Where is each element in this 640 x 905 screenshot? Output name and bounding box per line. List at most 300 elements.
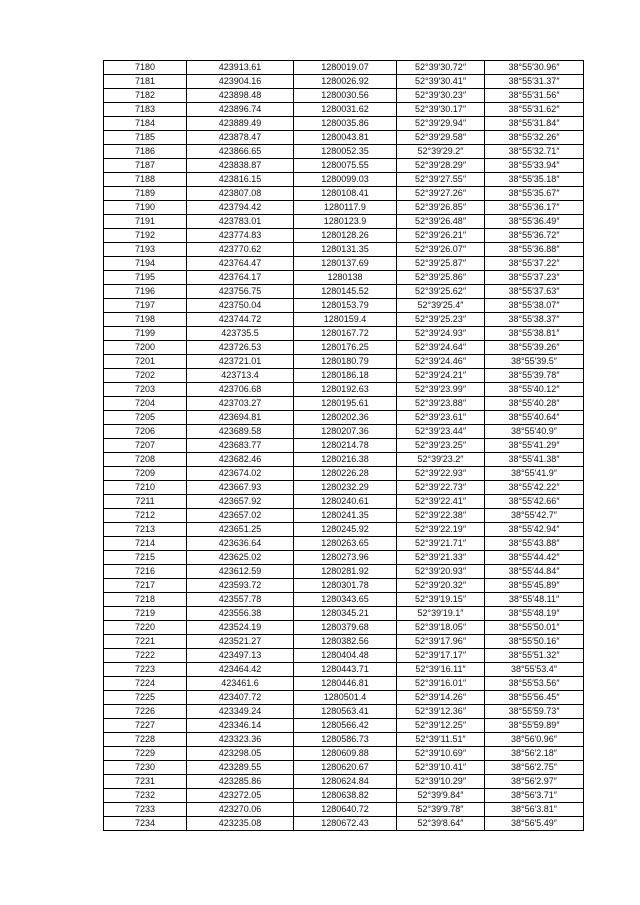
table-row xyxy=(104,481,584,495)
x-coordinate-cell: 423816.15 xyxy=(187,173,294,187)
x-coordinate-cell: 423706.68 xyxy=(187,383,294,397)
latitude-cell: 52°39′11.51″ xyxy=(397,733,485,747)
coordinate-table-sheet xyxy=(103,60,583,831)
x-coordinate-cell: 423349.24 xyxy=(187,705,294,719)
point-number-cell: 7193 xyxy=(104,243,187,257)
latitude-cell: 52°39′23.25″ xyxy=(397,439,485,453)
table-row xyxy=(104,271,584,285)
point-number-cell: 7224 xyxy=(104,677,187,691)
y-coordinate-cell: 1280638.82 xyxy=(294,789,397,803)
point-number-cell: 7228 xyxy=(104,733,187,747)
point-number-cell: 7226 xyxy=(104,705,187,719)
y-coordinate-cell: 1280030.56 xyxy=(294,89,397,103)
point-number-cell: 7208 xyxy=(104,453,187,467)
point-number-cell: 7212 xyxy=(104,509,187,523)
latitude-cell: 52°39′18.05″ xyxy=(397,621,485,635)
point-number-cell: 7214 xyxy=(104,537,187,551)
longitude-cell: 38°55′36.88″ xyxy=(485,243,584,257)
latitude-cell: 52°39′20.93″ xyxy=(397,565,485,579)
y-coordinate-cell: 1280192.63 xyxy=(294,383,397,397)
y-coordinate-cell: 1280343.65 xyxy=(294,593,397,607)
longitude-cell: 38°55′42.7″ xyxy=(485,509,584,523)
x-coordinate-cell: 423764.17 xyxy=(187,271,294,285)
y-coordinate-cell: 1280379.68 xyxy=(294,621,397,635)
table-row xyxy=(104,425,584,439)
y-coordinate-cell: 1280019.07 xyxy=(294,61,397,75)
longitude-cell: 38°55′59.73″ xyxy=(485,705,584,719)
latitude-cell: 52°39′16.11″ xyxy=(397,663,485,677)
point-number-cell: 7194 xyxy=(104,257,187,271)
table-row xyxy=(104,705,584,719)
longitude-cell: 38°55′40.28″ xyxy=(485,397,584,411)
x-coordinate-cell: 423735.5 xyxy=(187,327,294,341)
longitude-cell: 38°55′35.18″ xyxy=(485,173,584,187)
latitude-cell: 52°39′23.99″ xyxy=(397,383,485,397)
point-number-cell: 7216 xyxy=(104,565,187,579)
x-coordinate-cell: 423726.53 xyxy=(187,341,294,355)
point-number-cell: 7205 xyxy=(104,411,187,425)
point-number-cell: 7203 xyxy=(104,383,187,397)
x-coordinate-cell: 423898.48 xyxy=(187,89,294,103)
y-coordinate-cell: 1280345.21 xyxy=(294,607,397,621)
table-row xyxy=(104,691,584,705)
table-row xyxy=(104,523,584,537)
longitude-cell: 38°55′36.49″ xyxy=(485,215,584,229)
point-number-cell: 7186 xyxy=(104,145,187,159)
longitude-cell: 38°55′38.37″ xyxy=(485,313,584,327)
point-number-cell: 7187 xyxy=(104,159,187,173)
y-coordinate-cell: 1280563.41 xyxy=(294,705,397,719)
x-coordinate-cell: 423689.58 xyxy=(187,425,294,439)
latitude-cell: 52°39′10.41″ xyxy=(397,761,485,775)
y-coordinate-cell: 1280245.92 xyxy=(294,523,397,537)
y-coordinate-cell: 1280443.71 xyxy=(294,663,397,677)
point-number-cell: 7207 xyxy=(104,439,187,453)
point-number-cell: 7218 xyxy=(104,593,187,607)
latitude-cell: 52°39′30.23″ xyxy=(397,89,485,103)
y-coordinate-cell: 1280145.52 xyxy=(294,285,397,299)
y-coordinate-cell: 1280214.78 xyxy=(294,439,397,453)
x-coordinate-cell: 423270.06 xyxy=(187,803,294,817)
latitude-cell: 52°39′26.85″ xyxy=(397,201,485,215)
table-row xyxy=(104,635,584,649)
point-number-cell: 7231 xyxy=(104,775,187,789)
x-coordinate-cell: 423667.93 xyxy=(187,481,294,495)
point-number-cell: 7189 xyxy=(104,187,187,201)
y-coordinate-cell: 1280128.26 xyxy=(294,229,397,243)
y-coordinate-cell: 1280609.88 xyxy=(294,747,397,761)
point-number-cell: 7232 xyxy=(104,789,187,803)
longitude-cell: 38°55′31.62″ xyxy=(485,103,584,117)
y-coordinate-cell: 1280137.69 xyxy=(294,257,397,271)
x-coordinate-cell: 423285.86 xyxy=(187,775,294,789)
y-coordinate-cell: 1280043.81 xyxy=(294,131,397,145)
latitude-cell: 52°39′23.61″ xyxy=(397,411,485,425)
y-coordinate-cell: 1280566.42 xyxy=(294,719,397,733)
x-coordinate-cell: 423764.47 xyxy=(187,257,294,271)
table-row xyxy=(104,299,584,313)
point-number-cell: 7206 xyxy=(104,425,187,439)
table-row xyxy=(104,187,584,201)
longitude-cell: 38°55′33.94″ xyxy=(485,159,584,173)
latitude-cell: 52°39′14.26″ xyxy=(397,691,485,705)
latitude-cell: 52°39′22.93″ xyxy=(397,467,485,481)
x-coordinate-cell: 423683.77 xyxy=(187,439,294,453)
longitude-cell: 38°55′31.37″ xyxy=(485,75,584,89)
y-coordinate-cell: 1280216.38 xyxy=(294,453,397,467)
table-row xyxy=(104,285,584,299)
table-row xyxy=(104,257,584,271)
table-row xyxy=(104,747,584,761)
y-coordinate-cell: 1280241.35 xyxy=(294,509,397,523)
longitude-cell: 38°55′53.56″ xyxy=(485,677,584,691)
y-coordinate-cell: 1280186.18 xyxy=(294,369,397,383)
longitude-cell: 38°55′32.26″ xyxy=(485,131,584,145)
x-coordinate-cell: 423694.81 xyxy=(187,411,294,425)
latitude-cell: 52°39′22.73″ xyxy=(397,481,485,495)
x-coordinate-cell: 423904.16 xyxy=(187,75,294,89)
longitude-cell: 38°55′32.71″ xyxy=(485,145,584,159)
y-coordinate-cell: 1280202.36 xyxy=(294,411,397,425)
table-row xyxy=(104,817,584,831)
latitude-cell: 52°39′30.41″ xyxy=(397,75,485,89)
y-coordinate-cell: 1280117.9 xyxy=(294,201,397,215)
point-number-cell: 7234 xyxy=(104,817,187,831)
table-row xyxy=(104,537,584,551)
y-coordinate-cell: 1280273.96 xyxy=(294,551,397,565)
x-coordinate-cell: 423657.02 xyxy=(187,509,294,523)
latitude-cell: 52°39′26.48″ xyxy=(397,215,485,229)
latitude-cell: 52°39′12.36″ xyxy=(397,705,485,719)
y-coordinate-cell: 1280240.61 xyxy=(294,495,397,509)
latitude-cell: 52°39′26.21″ xyxy=(397,229,485,243)
point-number-cell: 7190 xyxy=(104,201,187,215)
x-coordinate-cell: 423674.02 xyxy=(187,467,294,481)
y-coordinate-cell: 1280382.56 xyxy=(294,635,397,649)
x-coordinate-cell: 423651.25 xyxy=(187,523,294,537)
latitude-cell: 52°39′24.64″ xyxy=(397,341,485,355)
longitude-cell: 38°55′44.42″ xyxy=(485,551,584,565)
point-number-cell: 7219 xyxy=(104,607,187,621)
longitude-cell: 38°56′3.71″ xyxy=(485,789,584,803)
table-row xyxy=(104,89,584,103)
x-coordinate-cell: 423657.92 xyxy=(187,495,294,509)
latitude-cell: 52°39′21.33″ xyxy=(397,551,485,565)
longitude-cell: 38°55′50.16″ xyxy=(485,635,584,649)
longitude-cell: 38°55′36.17″ xyxy=(485,201,584,215)
x-coordinate-cell: 423750.04 xyxy=(187,299,294,313)
x-coordinate-cell: 423770.62 xyxy=(187,243,294,257)
latitude-cell: 52°39′30.72″ xyxy=(397,61,485,75)
table-row xyxy=(104,551,584,565)
latitude-cell: 52°39′27.26″ xyxy=(397,187,485,201)
point-number-cell: 7209 xyxy=(104,467,187,481)
point-number-cell: 7198 xyxy=(104,313,187,327)
table-row xyxy=(104,145,584,159)
point-number-cell: 7199 xyxy=(104,327,187,341)
y-coordinate-cell: 1280159.4 xyxy=(294,313,397,327)
y-coordinate-cell: 1280031.62 xyxy=(294,103,397,117)
longitude-cell: 38°55′43.88″ xyxy=(485,537,584,551)
y-coordinate-cell: 1280586.73 xyxy=(294,733,397,747)
point-number-cell: 7202 xyxy=(104,369,187,383)
x-coordinate-cell: 423636.64 xyxy=(187,537,294,551)
longitude-cell: 38°55′51.32″ xyxy=(485,649,584,663)
latitude-cell: 52°39′24.93″ xyxy=(397,327,485,341)
table-row xyxy=(104,61,584,75)
table-row xyxy=(104,789,584,803)
longitude-cell: 38°55′41.9″ xyxy=(485,467,584,481)
x-coordinate-cell: 423272.05 xyxy=(187,789,294,803)
longitude-cell: 38°56′3.81″ xyxy=(485,803,584,817)
longitude-cell: 38°55′53.4″ xyxy=(485,663,584,677)
latitude-cell: 52°39′26.07″ xyxy=(397,243,485,257)
longitude-cell: 38°55′39.78″ xyxy=(485,369,584,383)
latitude-cell: 52°39′25.23″ xyxy=(397,313,485,327)
point-number-cell: 7210 xyxy=(104,481,187,495)
table-row xyxy=(104,775,584,789)
y-coordinate-cell: 1280052.35 xyxy=(294,145,397,159)
x-coordinate-cell: 423524.19 xyxy=(187,621,294,635)
y-coordinate-cell: 1280123.9 xyxy=(294,215,397,229)
latitude-cell: 52°39′25.86″ xyxy=(397,271,485,285)
table-row xyxy=(104,215,584,229)
point-number-cell: 7197 xyxy=(104,299,187,313)
x-coordinate-cell: 423461.6 xyxy=(187,677,294,691)
y-coordinate-cell: 1280176.25 xyxy=(294,341,397,355)
longitude-cell: 38°55′37.22″ xyxy=(485,257,584,271)
longitude-cell: 38°55′38.07″ xyxy=(485,299,584,313)
table-row xyxy=(104,243,584,257)
point-number-cell: 7191 xyxy=(104,215,187,229)
table-row xyxy=(104,229,584,243)
table-row xyxy=(104,369,584,383)
table-row xyxy=(104,509,584,523)
latitude-cell: 52°39′28.29″ xyxy=(397,159,485,173)
table-row xyxy=(104,495,584,509)
longitude-cell: 38°55′56.45″ xyxy=(485,691,584,705)
x-coordinate-cell: 423866.65 xyxy=(187,145,294,159)
x-coordinate-cell: 423625.02 xyxy=(187,551,294,565)
x-coordinate-cell: 423794.42 xyxy=(187,201,294,215)
table-row xyxy=(104,313,584,327)
point-number-cell: 7233 xyxy=(104,803,187,817)
point-number-cell: 7225 xyxy=(104,691,187,705)
latitude-cell: 52°39′24.46″ xyxy=(397,355,485,369)
longitude-cell: 38°55′39.5″ xyxy=(485,355,584,369)
x-coordinate-cell: 423235.08 xyxy=(187,817,294,831)
y-coordinate-cell: 1280180.79 xyxy=(294,355,397,369)
x-coordinate-cell: 423896.74 xyxy=(187,103,294,117)
table-row xyxy=(104,103,584,117)
latitude-cell: 52°39′16.01″ xyxy=(397,677,485,691)
table-row xyxy=(104,663,584,677)
table-row xyxy=(104,565,584,579)
point-number-cell: 7184 xyxy=(104,117,187,131)
longitude-cell: 38°55′50.01″ xyxy=(485,621,584,635)
longitude-cell: 38°55′37.63″ xyxy=(485,285,584,299)
latitude-cell: 52°39′22.41″ xyxy=(397,495,485,509)
point-number-cell: 7188 xyxy=(104,173,187,187)
x-coordinate-cell: 423774.83 xyxy=(187,229,294,243)
table-row xyxy=(104,467,584,481)
table-row xyxy=(104,761,584,775)
table-row xyxy=(104,341,584,355)
x-coordinate-cell: 423323.36 xyxy=(187,733,294,747)
table-row xyxy=(104,201,584,215)
y-coordinate-cell: 1280232.29 xyxy=(294,481,397,495)
y-coordinate-cell: 1280404.48 xyxy=(294,649,397,663)
longitude-cell: 38°55′41.29″ xyxy=(485,439,584,453)
latitude-cell: 52°39′29.94″ xyxy=(397,117,485,131)
longitude-cell: 38°55′42.94″ xyxy=(485,523,584,537)
point-number-cell: 7230 xyxy=(104,761,187,775)
x-coordinate-cell: 423807.08 xyxy=(187,187,294,201)
point-number-cell: 7192 xyxy=(104,229,187,243)
point-number-cell: 7211 xyxy=(104,495,187,509)
table-row xyxy=(104,383,584,397)
x-coordinate-cell: 423889.49 xyxy=(187,117,294,131)
coordinate-table xyxy=(103,60,584,831)
longitude-cell: 38°55′44.84″ xyxy=(485,565,584,579)
latitude-cell: 52°39′10.29″ xyxy=(397,775,485,789)
longitude-cell: 38°55′35.67″ xyxy=(485,187,584,201)
longitude-cell: 38°55′38.81″ xyxy=(485,327,584,341)
point-number-cell: 7201 xyxy=(104,355,187,369)
point-number-cell: 7185 xyxy=(104,131,187,145)
x-coordinate-cell: 423744.72 xyxy=(187,313,294,327)
x-coordinate-cell: 423783.01 xyxy=(187,215,294,229)
x-coordinate-cell: 423346.14 xyxy=(187,719,294,733)
table-row xyxy=(104,439,584,453)
latitude-cell: 52°39′17.96″ xyxy=(397,635,485,649)
y-coordinate-cell: 1280640.72 xyxy=(294,803,397,817)
y-coordinate-cell: 1280195.61 xyxy=(294,397,397,411)
latitude-cell: 52°39′21.71″ xyxy=(397,537,485,551)
point-number-cell: 7196 xyxy=(104,285,187,299)
longitude-cell: 38°55′59.89″ xyxy=(485,719,584,733)
point-number-cell: 7213 xyxy=(104,523,187,537)
y-coordinate-cell: 1280207.36 xyxy=(294,425,397,439)
x-coordinate-cell: 423756.75 xyxy=(187,285,294,299)
table-row xyxy=(104,327,584,341)
table-row xyxy=(104,803,584,817)
y-coordinate-cell: 1280026.92 xyxy=(294,75,397,89)
latitude-cell: 52°39′27.55″ xyxy=(397,173,485,187)
latitude-cell: 52°39′25.4″ xyxy=(397,299,485,313)
y-coordinate-cell: 1280035.86 xyxy=(294,117,397,131)
longitude-cell: 38°55′31.84″ xyxy=(485,117,584,131)
x-coordinate-cell: 423713.4 xyxy=(187,369,294,383)
latitude-cell: 52°39′30.17″ xyxy=(397,103,485,117)
latitude-cell: 52°39′29.58″ xyxy=(397,131,485,145)
y-coordinate-cell: 1280624.84 xyxy=(294,775,397,789)
table-row xyxy=(104,173,584,187)
latitude-cell: 52°39′17.17″ xyxy=(397,649,485,663)
coordinate-table-body xyxy=(104,61,584,831)
point-number-cell: 7217 xyxy=(104,579,187,593)
point-number-cell: 7204 xyxy=(104,397,187,411)
point-number-cell: 7182 xyxy=(104,89,187,103)
point-number-cell: 7195 xyxy=(104,271,187,285)
longitude-cell: 38°56′5.49″ xyxy=(485,817,584,831)
longitude-cell: 38°55′40.64″ xyxy=(485,411,584,425)
table-row xyxy=(104,453,584,467)
longitude-cell: 38°55′37.23″ xyxy=(485,271,584,285)
table-row xyxy=(104,677,584,691)
table-row xyxy=(104,607,584,621)
latitude-cell: 52°39′9.78″ xyxy=(397,803,485,817)
y-coordinate-cell: 1280099.03 xyxy=(294,173,397,187)
y-coordinate-cell: 1280620.67 xyxy=(294,761,397,775)
x-coordinate-cell: 423682.46 xyxy=(187,453,294,467)
x-coordinate-cell: 423557.78 xyxy=(187,593,294,607)
latitude-cell: 52°39′29.2″ xyxy=(397,145,485,159)
longitude-cell: 38°55′42.22″ xyxy=(485,481,584,495)
longitude-cell: 38°55′30.96″ xyxy=(485,61,584,75)
latitude-cell: 52°39′10.69″ xyxy=(397,747,485,761)
longitude-cell: 38°56′2.18″ xyxy=(485,747,584,761)
latitude-cell: 52°39′19.15″ xyxy=(397,593,485,607)
longitude-cell: 38°56′2.97″ xyxy=(485,775,584,789)
latitude-cell: 52°39′24.21″ xyxy=(397,369,485,383)
x-coordinate-cell: 423521.27 xyxy=(187,635,294,649)
y-coordinate-cell: 1280501.4 xyxy=(294,691,397,705)
x-coordinate-cell: 423913.61 xyxy=(187,61,294,75)
x-coordinate-cell: 423878.47 xyxy=(187,131,294,145)
x-coordinate-cell: 423593.72 xyxy=(187,579,294,593)
point-number-cell: 7227 xyxy=(104,719,187,733)
y-coordinate-cell: 1280281.92 xyxy=(294,565,397,579)
longitude-cell: 38°55′40.12″ xyxy=(485,383,584,397)
latitude-cell: 52°39′25.87″ xyxy=(397,257,485,271)
latitude-cell: 52°39′9.84″ xyxy=(397,789,485,803)
table-row xyxy=(104,579,584,593)
y-coordinate-cell: 1280138 xyxy=(294,271,397,285)
x-coordinate-cell: 423556.38 xyxy=(187,607,294,621)
x-coordinate-cell: 423497.13 xyxy=(187,649,294,663)
table-row xyxy=(104,159,584,173)
point-number-cell: 7180 xyxy=(104,61,187,75)
longitude-cell: 38°56′2.75″ xyxy=(485,761,584,775)
y-coordinate-cell: 1280672.43 xyxy=(294,817,397,831)
longitude-cell: 38°55′48.11″ xyxy=(485,593,584,607)
table-row xyxy=(104,397,584,411)
y-coordinate-cell: 1280075.55 xyxy=(294,159,397,173)
latitude-cell: 52°39′19.1″ xyxy=(397,607,485,621)
latitude-cell: 52°39′22.19″ xyxy=(397,523,485,537)
x-coordinate-cell: 423703.27 xyxy=(187,397,294,411)
y-coordinate-cell: 1280153.79 xyxy=(294,299,397,313)
point-number-cell: 7220 xyxy=(104,621,187,635)
x-coordinate-cell: 423407.72 xyxy=(187,691,294,705)
table-row xyxy=(104,621,584,635)
latitude-cell: 52°39′8.64″ xyxy=(397,817,485,831)
point-number-cell: 7229 xyxy=(104,747,187,761)
latitude-cell: 52°39′23.2″ xyxy=(397,453,485,467)
y-coordinate-cell: 1280131.35 xyxy=(294,243,397,257)
x-coordinate-cell: 423721.01 xyxy=(187,355,294,369)
table-row xyxy=(104,719,584,733)
y-coordinate-cell: 1280108.41 xyxy=(294,187,397,201)
table-row xyxy=(104,117,584,131)
latitude-cell: 52°39′25.62″ xyxy=(397,285,485,299)
longitude-cell: 38°56′0.96″ xyxy=(485,733,584,747)
x-coordinate-cell: 423464.42 xyxy=(187,663,294,677)
table-row xyxy=(104,593,584,607)
y-coordinate-cell: 1280167.72 xyxy=(294,327,397,341)
longitude-cell: 38°55′45.89″ xyxy=(485,579,584,593)
